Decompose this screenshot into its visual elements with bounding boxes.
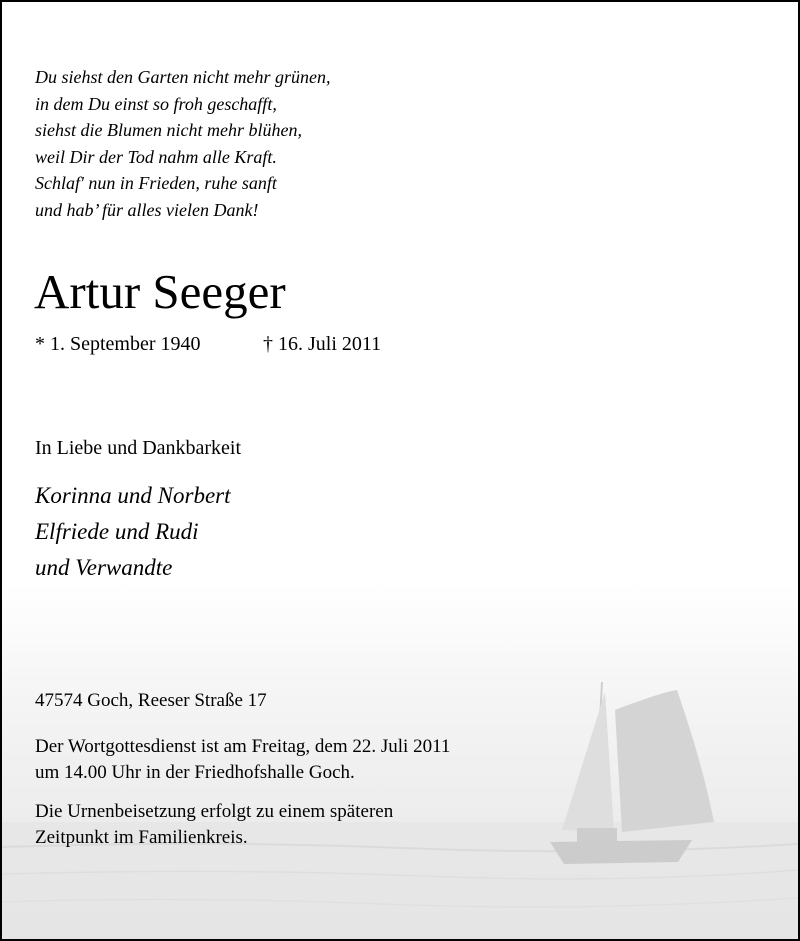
poem-line: in dem Du einst so froh geschafft, <box>35 93 277 114</box>
poem-line: Du siehst den Garten nicht mehr grünen, <box>35 67 331 87</box>
birth-date: * 1. September 1940 <box>35 333 201 355</box>
poem-line: weil Dir der Tod nahm alle Kraft. <box>35 146 277 167</box>
deceased-name: Artur Seeger <box>34 264 286 319</box>
life-dates <box>35 330 382 358</box>
farewell-phrase: In Liebe und Dankbarkeit <box>35 437 242 459</box>
family-address: 47574 Goch, Reeser Straße 17 <box>35 690 267 711</box>
service-line: Der Wortgottesdienst ist am Freitag, dem 22. Juli 2011 <box>35 736 451 757</box>
mourner-entry: Korinna und Norbert <box>35 483 231 508</box>
service-information <box>35 734 450 786</box>
poem-line: Schlaf' nun in Frieden, ruhe sanft <box>35 173 277 194</box>
death-date: † 16. Juli 2011 <box>263 333 382 355</box>
mourner-entry: Elfriede und Rudi <box>35 519 199 544</box>
mourner-entry: und Verwandte <box>35 555 173 580</box>
poem-line: siehst die Blumen nicht mehr blühen, <box>35 120 302 141</box>
burial-information <box>35 799 393 851</box>
poem-line: und hab’ für alles vielen Dank! <box>35 199 259 220</box>
memorial-poem <box>35 64 330 224</box>
mourners-list <box>35 478 231 586</box>
burial-line: Die Urnenbeisetzung erfolgt zu einem späteren <box>35 801 394 822</box>
service-line: um 14.00 Uhr in der Friedhofshalle Goch. <box>35 762 355 783</box>
burial-line: Zeitpunkt im Familienkreis. <box>35 827 248 848</box>
